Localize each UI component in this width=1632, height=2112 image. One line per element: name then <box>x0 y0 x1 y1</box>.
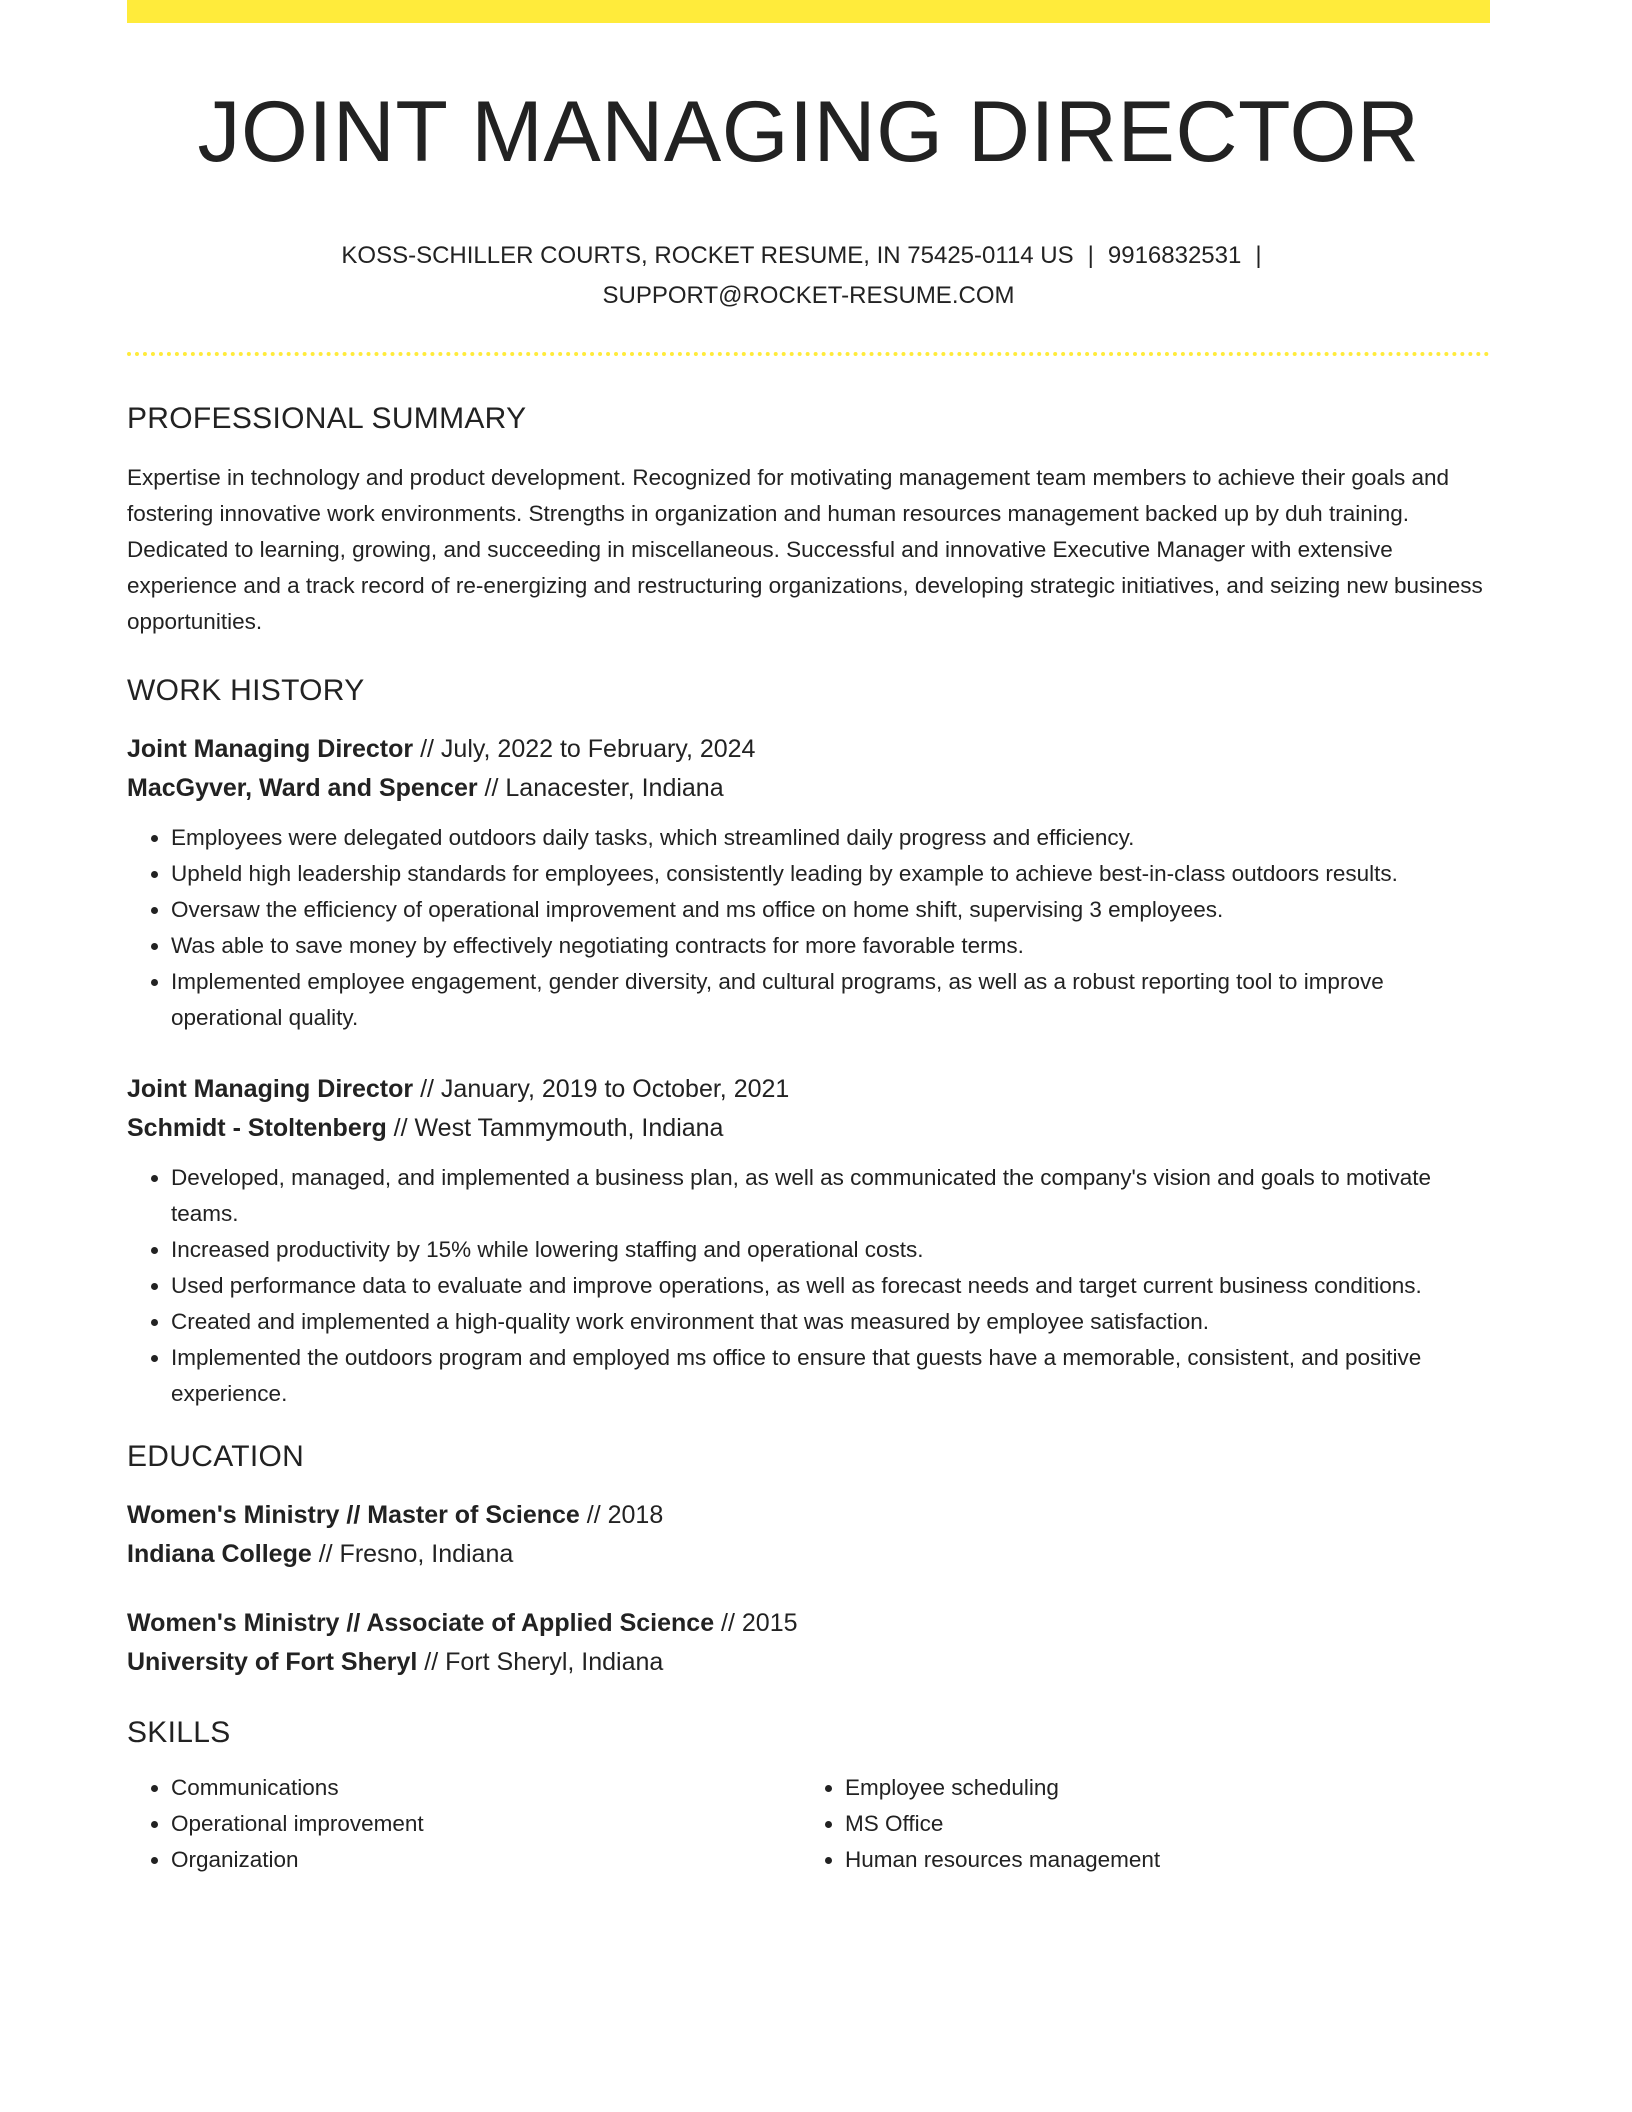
skills-heading: SKILLS <box>127 1715 231 1749</box>
skills-columns <box>127 1770 1490 1878</box>
skill-item: • Operational improvement <box>171 1806 801 1842</box>
job-title: Joint Managing Director <box>127 1074 414 1103</box>
skills-list-right <box>801 1770 1475 1878</box>
contact-address: KOSS-SCHILLER COURTS, ROCKET RESUME, IN 75425-0114 US <box>341 241 1074 269</box>
skill-item: • Human resources management <box>845 1842 1475 1878</box>
job-title-line <box>127 730 1490 769</box>
skill-item: • Employee scheduling <box>845 1770 1475 1806</box>
education-location: // Fresno, Indiana <box>311 1539 514 1568</box>
education-degree: Women's Ministry // Associate of Applied Science <box>127 1608 715 1637</box>
job-bullet-list <box>127 1160 1490 1412</box>
job-bullet-list <box>127 820 1490 1036</box>
job-dates: // July, 2022 to February, 2024 <box>413 734 756 763</box>
job-bullet: • Upheld high leadership standards for employees, consistently leading by example to achieve best-in-class outdoors results. <box>171 856 1490 892</box>
job-bullet: • Implemented employee engagement, gender diversity, and cultural programs, as well as a robust reporting tool to improve operational quality. <box>171 964 1490 1036</box>
skill-item: • Communications <box>171 1770 801 1806</box>
work-history-heading: WORK HISTORY <box>127 673 365 707</box>
job-company: Schmidt - Stoltenberg <box>127 1113 387 1142</box>
education-degree-line <box>127 1604 1490 1643</box>
contact-separator: | <box>1087 241 1094 269</box>
education-degree-line <box>127 1496 1490 1535</box>
education-school: Indiana College <box>127 1539 312 1568</box>
education-entry <box>127 1496 1490 1574</box>
job-bullet: • Developed, managed, and implemented a business plan, as well as communicated the company's vision and goals to motivate teams. <box>171 1160 1490 1232</box>
job-bullet: • Was able to save money by effectively negotiating contracts for more favorable terms. <box>171 928 1490 964</box>
education-degree: Women's Ministry // Master of Science <box>127 1500 580 1529</box>
job-title-line <box>127 1070 1490 1109</box>
contact-phone: 9916832531 <box>1107 241 1242 269</box>
job-bullet: • Oversaw the efficiency of operational improvement and ms office on home shift, supervising 3 employees. <box>171 892 1490 928</box>
contact-separator: | <box>1255 241 1262 269</box>
education-location: // Fort Sheryl, Indiana <box>417 1647 664 1676</box>
job-title: Joint Managing Director <box>127 734 414 763</box>
job-entry <box>127 1070 1490 1412</box>
dotted-divider <box>127 352 1490 356</box>
education-school-line <box>127 1643 1490 1682</box>
education-entry <box>127 1604 1490 1682</box>
job-company-line <box>127 1109 1490 1148</box>
job-bullet: • Implemented the outdoors program and employed ms office to ensure that guests have a memorable, consistent, and positive experience. <box>171 1340 1490 1412</box>
job-company: MacGyver, Ward and Spencer <box>127 773 478 802</box>
summary-text: Expertise in technology and product development. Recognized for motivating management team members to achieve their goals and fostering innovative work environments. Strengths in organization and human resources management backed up by duh training. Dedicated to learning, growing, and succeeding in miscellaneous. Successful and innovative Executive Manager with extensive experience and a track record of re-energizing and restructuring organizations, developing strategic initiatives, and seizing new business opportunities. <box>127 464 1483 634</box>
resume-page <box>127 0 1490 1878</box>
contact-email: SUPPORT@ROCKET-RESUME.COM <box>602 281 1015 309</box>
job-dates: // January, 2019 to October, 2021 <box>413 1074 790 1103</box>
education-heading: EDUCATION <box>127 1439 305 1473</box>
skill-item: • MS Office <box>845 1806 1475 1842</box>
education-year: // 2018 <box>579 1500 664 1529</box>
job-location: // West Tammymouth, Indiana <box>386 1113 724 1142</box>
education-school: University of Fort Sheryl <box>127 1647 418 1676</box>
education-year: // 2015 <box>714 1608 798 1637</box>
resume-name-heading: JOINT MANAGING DIRECTOR <box>197 84 1420 180</box>
skills-list-left <box>127 1770 801 1878</box>
job-entry <box>127 730 1490 1036</box>
job-bullet: • Used performance data to evaluate and improve operations, as well as forecast needs and target current business conditions. <box>171 1268 1490 1304</box>
job-location: // Lanacester, Indiana <box>477 773 724 802</box>
job-bullet: • Employees were delegated outdoors daily tasks, which streamlined daily progress and efficiency. <box>171 820 1490 856</box>
job-bullet: • Increased productivity by 15% while lowering staffing and operational costs. <box>171 1232 1490 1268</box>
job-company-line <box>127 769 1490 808</box>
contact-info <box>127 236 1490 316</box>
accent-top-bar <box>127 0 1490 23</box>
summary-heading: PROFESSIONAL SUMMARY <box>127 401 527 435</box>
skill-item: • Organization <box>171 1842 801 1878</box>
job-bullet: • Created and implemented a high-quality work environment that was measured by employee satisfaction. <box>171 1304 1490 1340</box>
education-school-line <box>127 1535 1490 1574</box>
